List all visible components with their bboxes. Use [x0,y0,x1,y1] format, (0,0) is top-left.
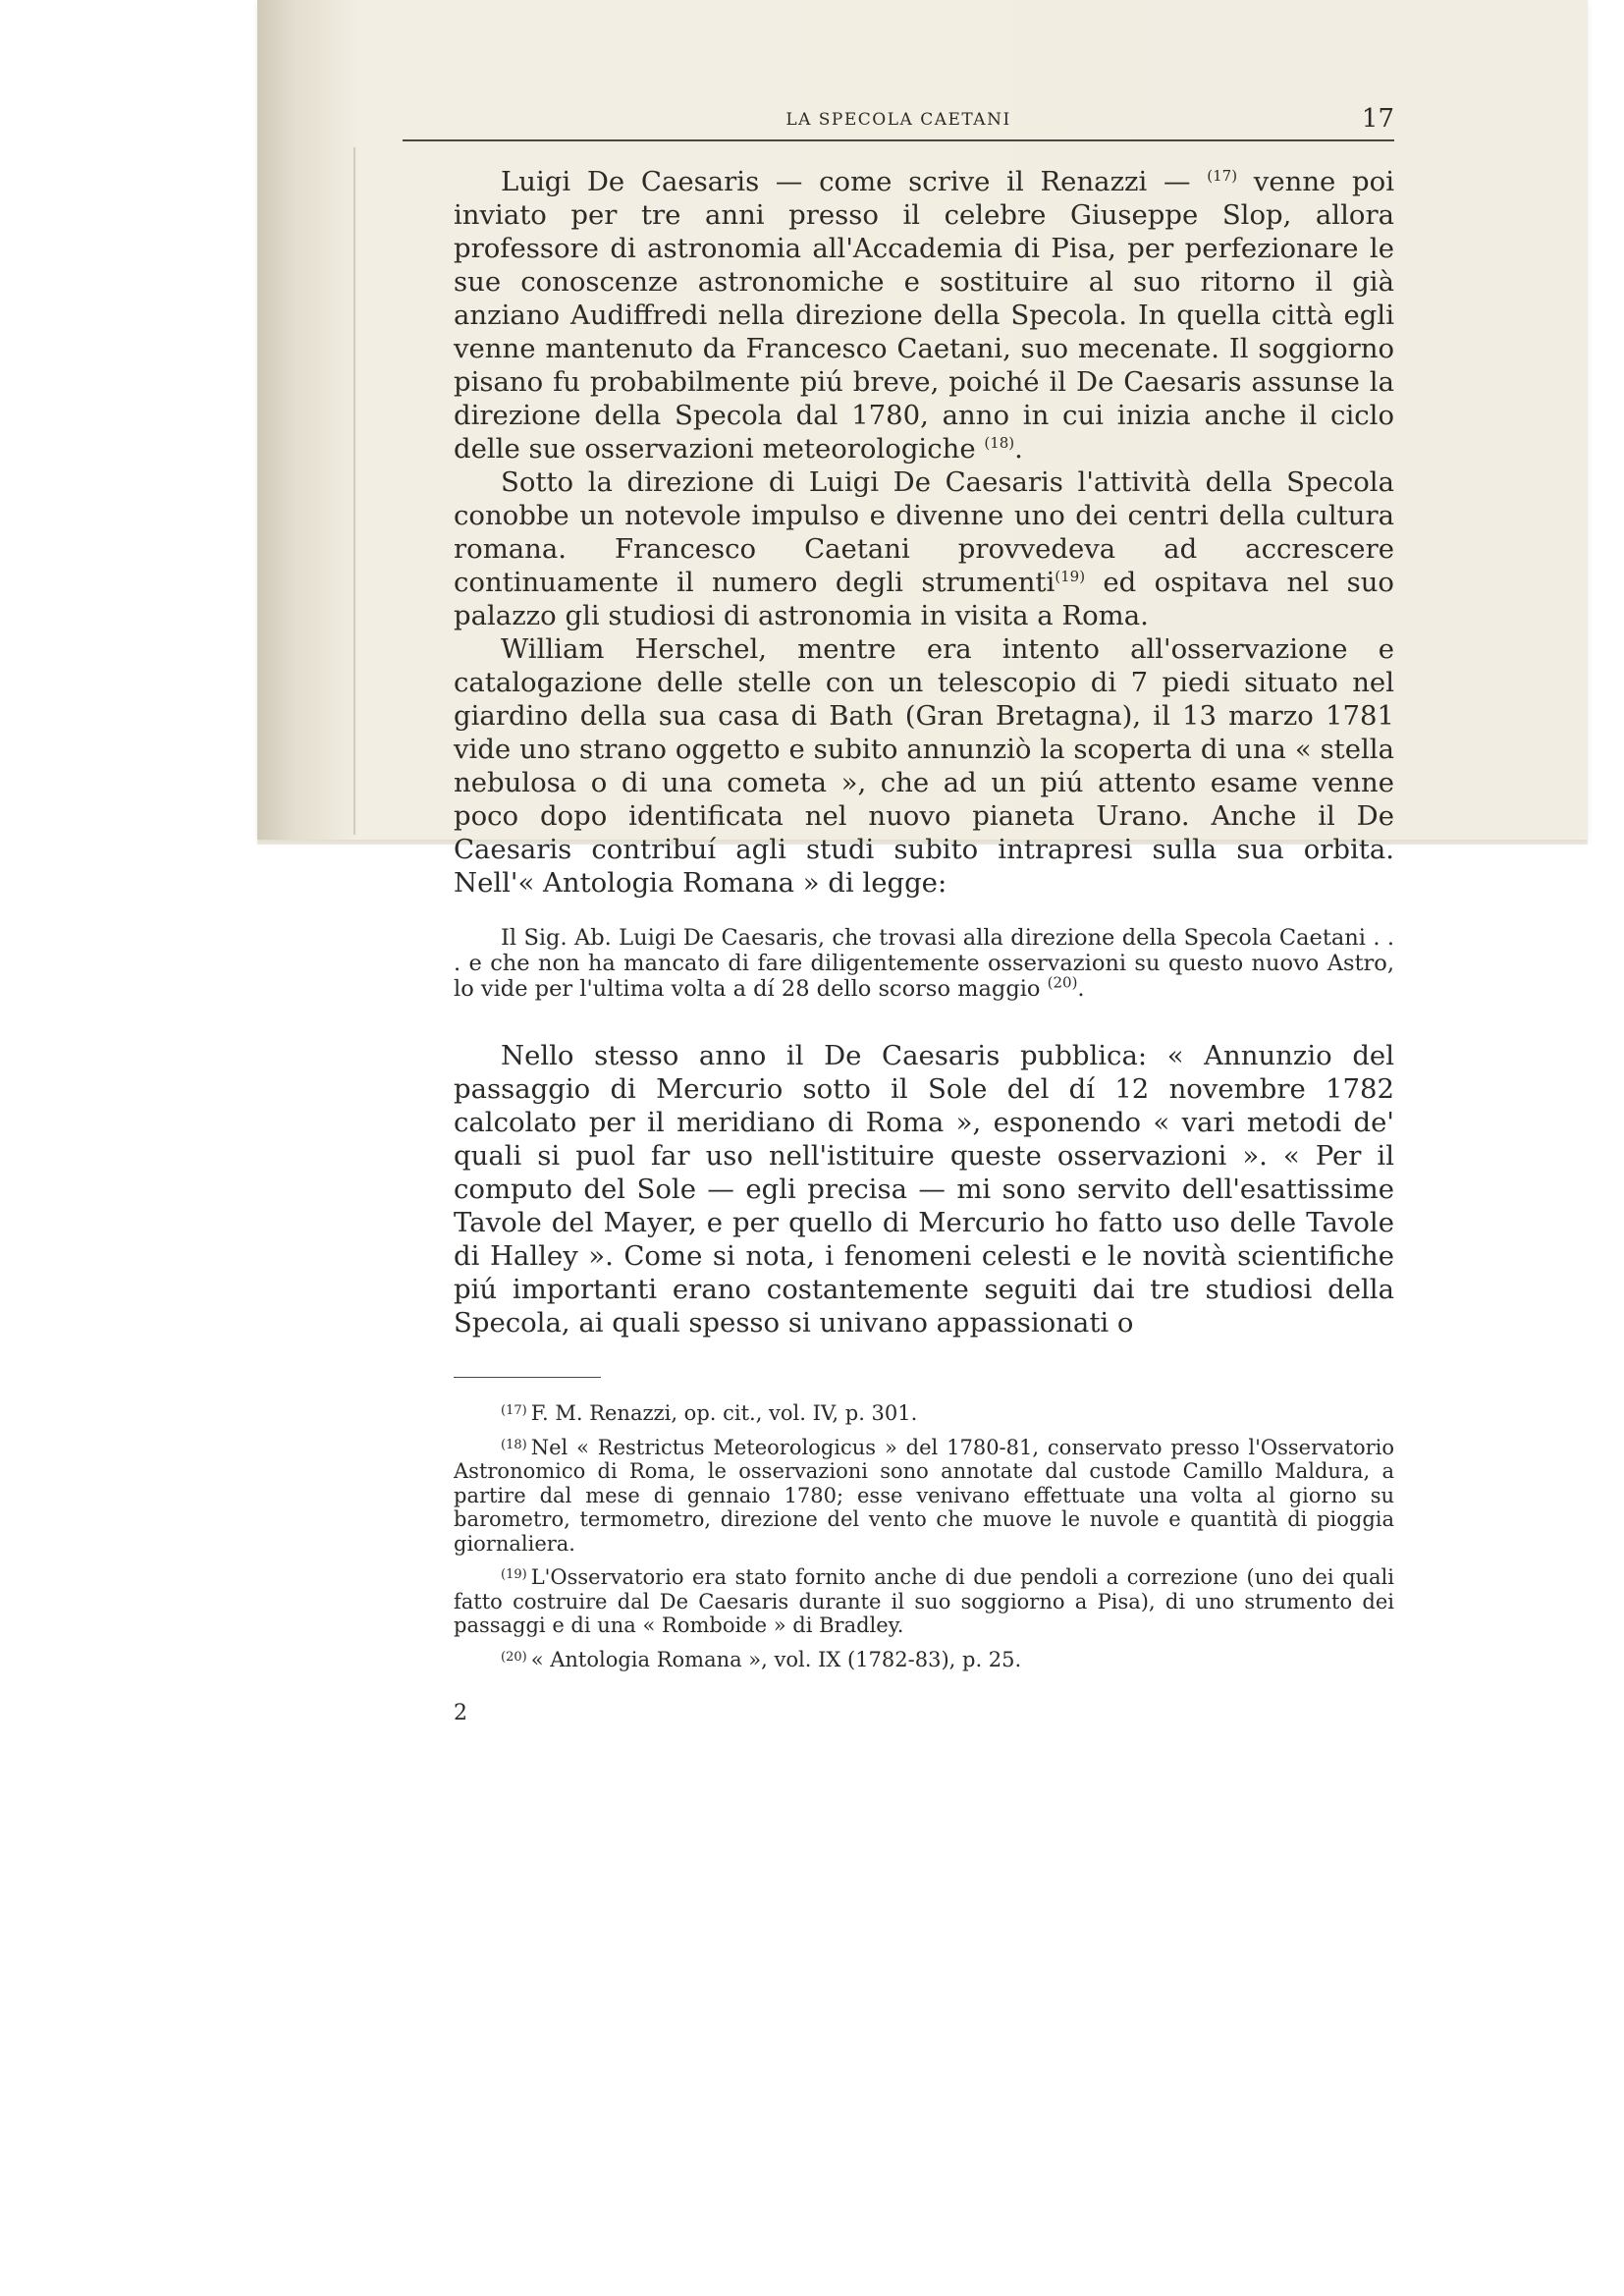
paragraph-2: Sotto la direzione di Luigi De Caesaris l'attività della Specola conobbe un notevole impulso e divenne uno dei centri della cultura romana. Francesco Caetani provvedeva ad accrescere continuamente il numero degli strumenti$^{(19)}$ ed ospitava nel suo palazzo gli studiosi di astronomia in visita a Roma. [454,466,1394,631]
footnote-20: $^{(20)}$ « Antologia Romana », vol. IX (1782-83), p. 25. [501,1647,1022,1671]
paragraph-4: Nello stesso anno il De Caesaris pubblica: « Annunzio del passaggio di Mercurio sotto il Sole del dí 12 novembre 1782 calcolato per il meridiano di Roma », esponendo « vari metodi de' quali si puol far uso nell'istituire queste osservazioni ». « Per il computo del Sole — egli precisa — mi sono servito dell'esattissime Tavole del Mayer, e per quello di Mercurio ho fatto uso delle Tavole di Halley ». Come si nota, i fenomeni celesti e le novità scientifiche piú importanti erano costantemente seguiti dai tre studiosi della Specola, ai quali spesso si univano appassionati o [454,1040,1394,1339]
signature-mark: 2 [454,1701,467,1725]
footnote-ref-19: (19) [1055,567,1086,585]
paragraph-1: Luigi De Caesaris — come scrive il Renazzi — $^{(17)}$ venne poi inviato per tre anni presso il celebre Giuseppe Slop, allora professore di astronomia all'Accademia di Pisa, per perfezionare le sue conoscenze astronomiche e sostituire al suo ritorno il già anziano Audiffredi nella direzione della Specola. In quella città egli venne mantenuto da Francesco Caetani, suo mecenate. Il soggiorno pisano fu probabilmente piú breve, poiché il De Caesaris assunse la direzione della Specola dal 1780, anno in cui inizia anche il ciclo delle sue osservazioni meteorologiche $^{(18)}$. [454,166,1394,465]
footnote-18: $^{(18)}$ Nel « Restrictus Meteorologicus » del 1780-81, conservato presso l'Osservatorio Astronomico di Roma, le osservazioni sono annotate dal custode Camillo Maldura, a partire dal mese di gennaio 1780; esse venivano effettuate una volta al giorno su barometro, termometro, direzione del vento che muove le nuvole e quantità di pioggia giornaliera. [454,1435,1394,1556]
footnote-ref-17: (17) [1207,166,1238,185]
footnotes [454,1399,1394,1671]
footnote-ref-20: (20) [1047,973,1078,992]
footnote-17: $^{(17)}$ F. M. Renazzi, op. cit., vol. IV, p. 301. [501,1401,918,1425]
footnote-rule [454,1377,601,1378]
page-fold-line [353,147,355,835]
running-head: LA SPECOLA CAETANI [785,110,1011,130]
block-quote: Il Sig. Ab. Luigi De Caesaris, che trovasi alla direzione della Specola Caetani . . . e che non ha mancato di fare diligentemente osservazioni su questo nuovo Astro, lo vide per l'ultima volta a dí 28 dello scorso maggio $^{(20)}$. [454,925,1394,1002]
page-header [403,104,1394,141]
text-column [454,165,1394,1725]
paragraph-3: William Herschel, mentre era intento all'osservazione e catalogazione delle stelle con un telescopio di 7 piedi situato nel giardino della sua casa di Bath (Gran Bretagna), il 13 marzo 1781 vide uno strano oggetto e subito annunziò la scoperta di una « stella nebulosa o di una cometa », che ad un piú attento esame venne poco dopo identificata nel nuovo pianeta Urano. Anche il De Caesaris contribuí agli studi subito intrapresi sulla sua orbita. Nell'« Antologia Romana » di legge: [454,633,1394,899]
page-curl-shadow [257,0,359,840]
page-number: 17 [1361,104,1394,134]
footnote-ref-18: (18) [984,433,1015,452]
footnote-19: $^{(19)}$ L'Osservatorio era stato fornito anche di due pendoli a correzione (uno dei quali fatto costruire dal De Caesaris durante il suo soggiorno a Pisa), di uno strumento dei passaggi e di una « Romboide » di Bradley. [454,1565,1394,1637]
